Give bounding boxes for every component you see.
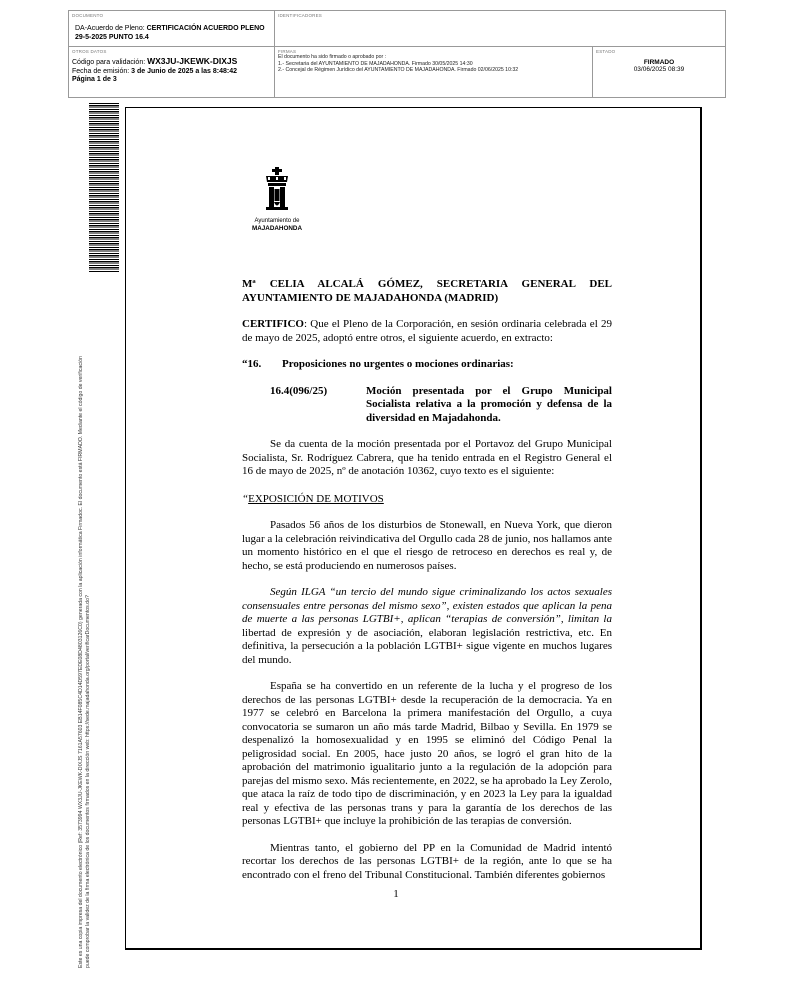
identificadores-cell: [275, 11, 725, 47]
exposicion-heading: “EXPOSICIÓN DE MOTIVOS: [242, 492, 384, 505]
estado-value: FIRMADO: [643, 59, 675, 66]
estado-label: ESTADO: [596, 49, 616, 54]
firma-2: 2.- Concejal de Régimen Jurídico del AYUNTAMIENTO DE MAJADAHONDA. Firmado 02/06/2025 10:32: [278, 67, 519, 73]
documento-label: DOCUMENTO: [72, 13, 104, 18]
paragraph-1: Pasados 56 años de los disturbios de Stonewall, en Nueva York, que dieron lugar a la celebración reivindicativa del Orgullo cada 28 de junio, nos hallamos ante un momento histórico en el que el riesgo de retroceso en derechos es real y, de hecho, se está produciendo en numerosos países.: [242, 519, 612, 572]
firmas-intro: El documento ha sido firmado o aprobado por :: [278, 54, 387, 60]
firmas-label: FIRMAS: [278, 49, 297, 54]
paragraph-3: España se ha convertido en un referente de la lucha y el progreso de los derechos de las personas LGTBI+ desde la recuperación de la democracia. Ya en 1977 se celebró en Barcelona la primera manifestación del Orgullo, a cuya convocatoria se sumaron un año más tarde Madrid, Bilbao y Sevilla. En 1979 se despenalizó la homosexualidad y en 1995 se eliminó del Código Penal la peligrosidad social. En 2005, hace justo 20 años, se logró el gran hito de la aprobación del matrimonio igualitario junto a la regulación de la adopción para parejas del mismo sexo. Más recientemente, en 2022, se ha aprobado la Ley Zerolo, que ataca la raíz de todo tipo de discriminación, y en 2023 la Ley para la igualdad real y efectiva de las personas trans y para la garantía de los derechos de las personas LGTBI+ que incluye la prohibición de las terapias de conversión.: [242, 680, 612, 827]
otros-label: OTROS DATOS: [72, 49, 107, 54]
document-body: [242, 278, 612, 882]
sidebar-verification-text: Este es una copia impresa del documento electrónico (Ref: 3573994 WX3JU-JKEWK-DIXJS 7161A57603 EB14F085C4D14D597EDE08D4803126C0) generada con la aplicación informática Firmadoc. El documento está FIRMADO. Mediante el código de verificación puede comprobar la validez de la firma electrónica de los documentos firmados en la dirección web: https://sede.majadahonda.org/portal/verificarDocumentos.do?: [78, 356, 91, 968]
document-title: DA-Acuerdo de Pleno: CERTIFICACIÓN ACUERDO PLENO 29-5-2025 PUNTO 16.4: [75, 25, 265, 41]
certifico-paragraph: CERTIFICO: Que el Pleno de la Corporación, en sesión ordinaria celebrada el 29 de mayo de 2025, adoptó entre otros, el siguiente acuerdo, en extracto:: [242, 318, 612, 344]
intro-paragraph: Se da cuenta de la moción presentada por el Portavoz del Grupo Municipal Socialista, Sr. Rodríguez Cabrera, que ha tenido entrada en el Registro General el 16 de mayo de 2025, nº de anotación 10362, cuyo texto es el siguiente:: [242, 438, 612, 477]
paragraph-4: Mientras tanto, el gobierno del PP en la Comunidad de Madrid intentó recortar los derechos de las personas LGTBI+ de la región, ante lo que se ha encontrado con el freno del Tribunal Constitucional. También diferentes gobiernos: [242, 841, 612, 881]
firmas-cell: [275, 47, 593, 97]
estado-cell: [593, 47, 725, 97]
emission-date: Fecha de emisión: 3 de Junio de 2025 a las 8:48:42: [72, 67, 237, 75]
page-number: 1: [393, 888, 399, 900]
logo-text: Ayuntamiento de MAJADAHONDA: [251, 218, 303, 232]
majadahonda-logo: [237, 167, 317, 237]
firma-1: 1.- Secretaria del AYUNTAMIENTO DE MAJADAHONDA. Firmado 30/05/2025 14:30: [278, 60, 473, 67]
motion-16-4: 16.4(096/25) Moción presentada por el Grupo Municipal Socialista relativa a la promoción y defensa de la diversidad en Majadahonda.: [270, 384, 612, 424]
coat-of-arms-icon: [257, 167, 297, 213]
identificadores-label: IDENTIFICADORES: [278, 13, 323, 18]
otros-datos-cell: [69, 47, 275, 97]
validation-code: Código para validación: WX3JU-JKEWK-DIXJS: [72, 56, 238, 66]
page-info: Página 1 de 3: [72, 76, 117, 83]
section-16: “16. Proposiciones no urgentes o mociones ordinarias:: [242, 358, 514, 370]
paragraph-2: Según ILGA “un tercio del mundo sigue criminalizando los actos sexuales consensuales entre personas del mismo sexo”, existen estados que aplican la pena de muerte a las personas LGTBI+, aplican “terapias de conversión”, limitan la libertad de expresión y de asociación, elaboran legislación restrictiva, etc. En definitiva, la persecución a la población LGTBI+ sigue vigente en muchos lugares del mundo.: [242, 586, 612, 666]
document-header: [68, 10, 726, 98]
barcode-image: [89, 103, 119, 273]
estado-date: 03/06/2025 08:39: [633, 66, 685, 73]
documento-cell: [69, 11, 275, 47]
certification-heading: Mª CELIA ALCALÁ GÓMEZ, SECRETARIA GENERAL DEL AYUNTAMIENTO DE MAJADAHONDA (MADRID): [242, 278, 612, 304]
